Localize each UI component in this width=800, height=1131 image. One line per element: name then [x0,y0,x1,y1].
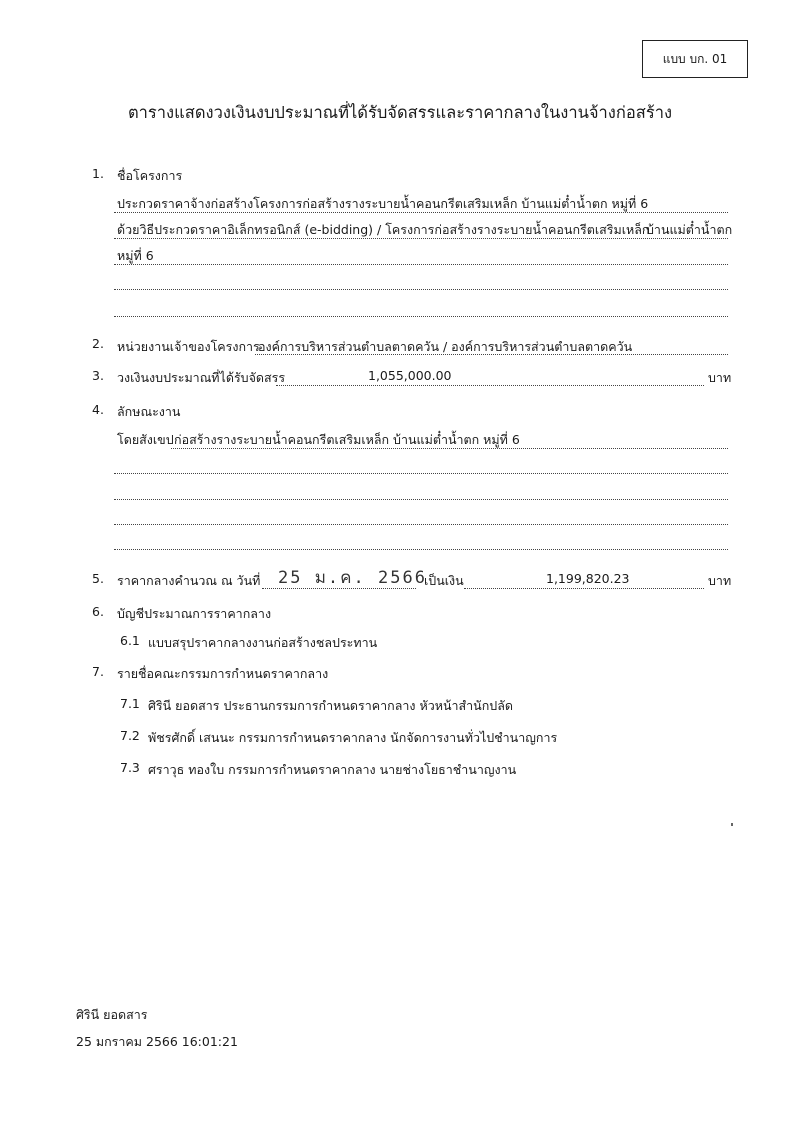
summary-label: โดยสังเขป [117,432,174,447]
project-name-line1: ประกวดราคาจ้างก่อสร้างโครงการก่อสร้างรางระบายน้ำคอนกรีตเสริมเหล็ก บ้านแม่ต๋ำน้ำตก หมู่ที่ 6 [117,196,649,211]
section2-number: 2. [92,336,104,351]
date-stamp: 25 ม.ค. 2566 [278,568,427,588]
section3-label: วงเงินงบประมาณที่ได้รับจัดสรร [117,370,286,385]
list-item: ศราวุธ ทองใบ กรรมการกำหนดราคากลาง นายช่างโยธาชำนาญงาน [148,762,517,777]
amount-label: เป็นเงิน [424,573,464,588]
scan-speck [731,823,733,826]
project-name-line2a: ด้วยวิธีประกวดราคาอิเล็กทรอนิกส์ (e-bidding) / โครงการก่อสร้างรางระบายน้ำคอนกรีตเสริมเหล็ก [117,222,650,237]
dotted-line [464,588,704,589]
section4-number: 4. [92,402,104,417]
list-item-number: 7.2 [120,728,140,743]
dotted-line [114,524,728,525]
footer-timestamp: 25 มกราคม 2566 16:01:21 [76,1034,238,1049]
section5-label: ราคากลางคำนวณ ณ วันที่ [117,573,261,588]
budget-amount: 1,055,000.00 [368,368,452,383]
project-name-line2b: บ้านแม่ต๋ำน้ำตก [646,222,733,237]
list-item-number: 7.1 [120,696,140,711]
budget-unit: บาท [708,370,732,385]
work-summary: ก่อสร้างรางระบายน้ำคอนกรีตเสริมเหล็ก บ้านแม่ต๋ำน้ำตก หมู่ที่ 6 [174,432,520,447]
dotted-line [171,448,728,449]
page-title: ตารางแสดงวงเงินงบประมาณที่ได้รับจัดสรรและราคากลางในงานจ้างก่อสร้าง [127,103,673,122]
list-item: พัชรศักดิ์ เสนนะ กรรมการกำหนดราคากลาง นักจัดการงานทั่วไปชำนาญการ [148,730,558,745]
median-price-amount: 1,199,820.23 [546,571,630,586]
form-code-box [642,40,748,78]
dotted-line [114,289,728,290]
dotted-line [114,238,728,239]
dotted-line [114,316,728,317]
form-code: แบบ บก. 01 [662,51,728,66]
section3-number: 3. [92,368,104,383]
owner-agency: องค์การบริหารส่วนตำบลตาดควัน / องค์การบริหารส่วนตำบลตาดควัน [258,339,633,354]
list-item: ศิรินี ยอดสาร ประธานกรรมการกำหนดราคากลาง หัวหน้าสำนักปลัด [148,698,514,713]
dotted-line [276,385,704,386]
footer-name: ศิรินี ยอดสาร [76,1007,148,1022]
section6-number: 6. [92,604,104,619]
dotted-line [114,499,728,500]
project-name-line3: หมู่ที่ 6 [117,248,154,263]
list-item: แบบสรุปราคากลางงานก่อสร้างชลประทาน [148,635,378,650]
section1-number: 1. [92,166,104,181]
list-item-number: 6.1 [120,633,140,648]
section2-label: หน่วยงานเจ้าของโครงการ [117,339,260,354]
dotted-line [114,264,728,265]
dotted-line [255,354,728,355]
section7-number: 7. [92,664,104,679]
dotted-line [262,588,416,589]
median-price-unit: บาท [708,573,732,588]
dotted-line [114,549,728,550]
section7-label: รายชื่อคณะกรรมการกำหนดราคากลาง [117,666,329,681]
section6-label: บัญชีประมาณการราคากลาง [117,606,272,621]
dotted-line [114,212,728,213]
section1-label: ชื่อโครงการ [117,168,183,183]
section4-label: ลักษณะงาน [117,404,181,419]
list-item-number: 7.3 [120,760,140,775]
section5-number: 5. [92,571,104,586]
dotted-line [114,473,728,474]
